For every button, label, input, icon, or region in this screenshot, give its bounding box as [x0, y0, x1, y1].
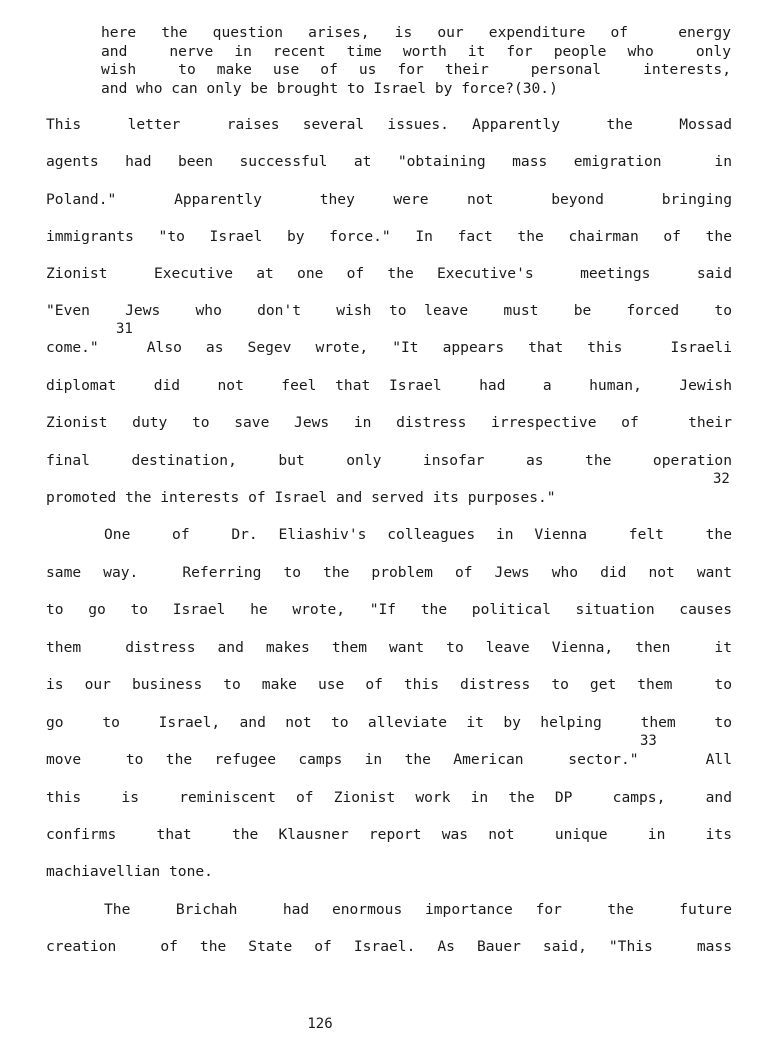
- body-line: One of Dr. Eliashiv's colleagues in Vienna felt the: [104, 526, 732, 543]
- body-line: Zionist Executive at one of the Executive's meetings said: [46, 265, 732, 282]
- body-line: diplomat did not feel that Israel had a human, Jewish: [46, 377, 732, 394]
- body-line: The Brichah had enormous importance for the future: [104, 901, 732, 918]
- body-line: same way. Referring to the problem of Jews who did not want: [46, 564, 732, 581]
- body-line: final destination, but only insofar as the operation: [46, 452, 732, 469]
- body-line: is our business to make use of this distress to get them to: [46, 676, 732, 693]
- footnote-marker: 32: [713, 471, 730, 487]
- body-line: go to Israel, and not to alleviate it by helping them to: [46, 714, 732, 731]
- body-line: immigrants "to Israel by force." In fact the chairman of the: [46, 228, 732, 245]
- body-line: to go to Israel he wrote, "If the political situation causes: [46, 601, 732, 618]
- footnote-marker: 31: [116, 321, 133, 337]
- body-line: them distress and makes them want to leave Vienna, then it: [46, 639, 732, 656]
- body-line: Zionist duty to save Jews in distress irrespective of their: [46, 414, 732, 431]
- body-line: "Even Jews who don't wish to leave must be forced to: [46, 302, 732, 319]
- body-line: agents had been successful at "obtaining mass emigration in: [46, 153, 732, 170]
- quote-line: wish to make use of us for their personal interests,: [101, 61, 731, 79]
- block-quote: [101, 24, 731, 98]
- body-line: promoted the interests of Israel and served its purposes.": [46, 489, 556, 506]
- page-number: 126: [307, 1016, 333, 1032]
- body-line: creation of the State of Israel. As Bauer said, "This mass: [46, 938, 732, 955]
- body-line: move to the refugee camps in the American sector." All: [46, 751, 732, 768]
- quote-line: here the question arises, is our expenditure of energy: [101, 24, 731, 41]
- body-line: This letter raises several issues. Apparently the Mossad: [46, 116, 732, 133]
- quote-line: and nerve in recent time worth it for people who only: [101, 42, 731, 60]
- body-line: machiavellian tone.: [46, 863, 213, 880]
- body-line: confirms that the Klausner report was not unique in its: [46, 826, 732, 843]
- body-line: Poland." Apparently they were not beyond bringing: [46, 191, 732, 208]
- footnote-marker: 33: [640, 733, 657, 749]
- quote-line: and who can only be brought to Israel by force?(30.): [101, 79, 558, 97]
- body-line: come." Also as Segev wrote, "It appears that this Israeli: [46, 339, 732, 356]
- body-line: this is reminiscent of Zionist work in the DP camps, and: [46, 789, 732, 806]
